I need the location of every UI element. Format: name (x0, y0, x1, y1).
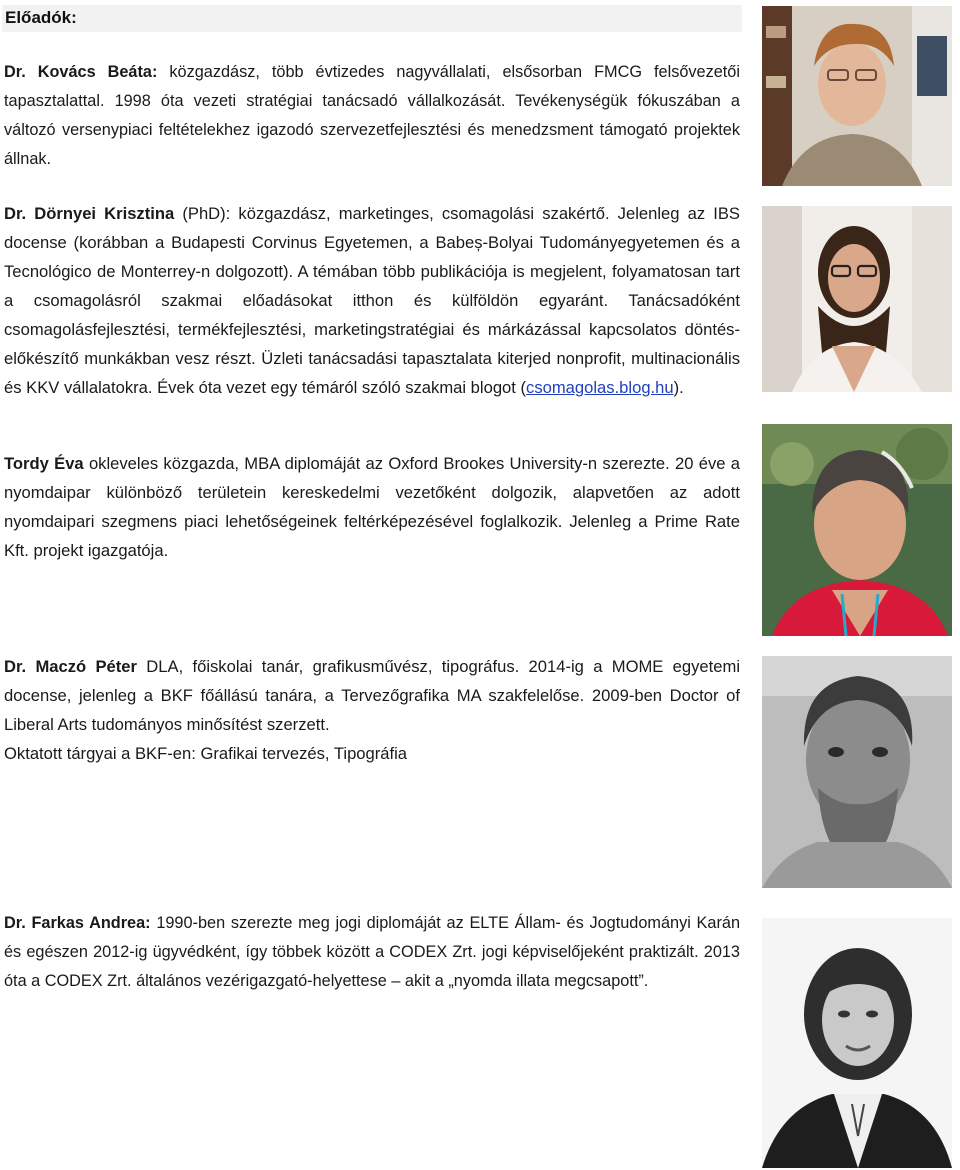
speaker-description: 1990-ben szerezte meg jogi diplomáját az ELTE Állam- és Jogtudományi Karán és egészen 2012-ig ügyvédként, így többek között a CODEX Zrt. jogi képviselőjeként praktizált. 2013 óta a CODEX Zrt. általános vezérigazgató-helyettese – akit a „nyomda illata megcsapott”. (4, 914, 740, 990)
speaker-name: Tordy Éva (4, 454, 84, 473)
speaker-name: Dr. Dörnyei Krisztina (4, 204, 175, 223)
blog-link[interactable]: csomagolas.blog.hu (526, 378, 674, 397)
speaker-photo-farkas (762, 918, 952, 1168)
speaker-description-end: ). (673, 378, 684, 397)
speaker-description: (PhD): közgazdász, marketinges, csomagolási szakértő. Jelenleg az IBS docense (korábban a Budapesti Corvinus Egyetemen, a Babeș-Bolyai Tudományegyetemen és a Tecnológico de Monterrey-n dolgozott). A témában több publikációja is megjelent, folyamatosan tart a csomagolásról szakmai előadásokat itthon és külföldön egyaránt. Tanácsadóként csomagolásfejlesztési, termékfejlesztési, marketingstratégiai és márkázással kapcsolatos döntés-előkészítő munkákban vesz részt. Üzleti tanácsadási tapasztalata kiterjed nonprofit, multinacionális és KKV vállalatokra. Évek óta vezet egy témáról szóló szakmai blogot ( (4, 204, 740, 397)
speaker-bio-tordy (4, 449, 740, 565)
speaker-bio-maczo (4, 652, 740, 768)
speaker-name: Dr. Farkas Andrea: (4, 914, 151, 932)
speaker-name: Dr. Kovács Beáta: (4, 63, 158, 81)
speaker-bio-farkas (4, 909, 740, 996)
speaker-name: Dr. Maczó Péter (4, 657, 137, 676)
speaker-description: közgazdász, több évtizedes nagyvállalati, elsősorban FMCG felsővezetői tapasztalattal. 1998 óta vezeti stratégiai tanácsadó vállalkozását. Tevékenységük fókuszában a változó versenypiaci feltételekhez igazodó szervezetfejlesztési és menedzsment támogató projektek állnak. (4, 63, 740, 168)
heading-bar (2, 5, 742, 32)
page-title: Előadók: (5, 8, 77, 27)
speaker-description: okleveles közgazda, MBA diplomáját az Oxford Brookes University-n szerezte. 20 éve a nyomdaipar különböző területein kereskedelmi vezetőként dolgozik, alapvetően az adott nyomdaipari szegmens piaci lehetőségeinek feltérképezésével foglalkozik. Jelenleg a Prime Rate Kft. projekt igazgatója. (4, 454, 740, 560)
speaker-bio-kovacs (4, 58, 740, 174)
speaker-photo-maczo (762, 656, 952, 888)
speaker-courses: Oktatott tárgyai a BKF-en: Grafikai tervezés, Tipográfia (4, 744, 408, 763)
speaker-photo-kovacs (762, 6, 952, 186)
speaker-bio-dornyei (4, 199, 740, 402)
speaker-description: DLA, főiskolai tanár, grafikusművész, tipográfus. 2014-ig a MOME egyetemi docense, jelenleg a BKF főállású tanára, a Tervezőgrafika MA szakfelelőse. 2009-ben Doctor of Liberal Arts tudományos minősítést szerzett. (4, 657, 741, 734)
speaker-photo-dornyei (762, 206, 952, 392)
speaker-photo-tordy (762, 424, 952, 636)
